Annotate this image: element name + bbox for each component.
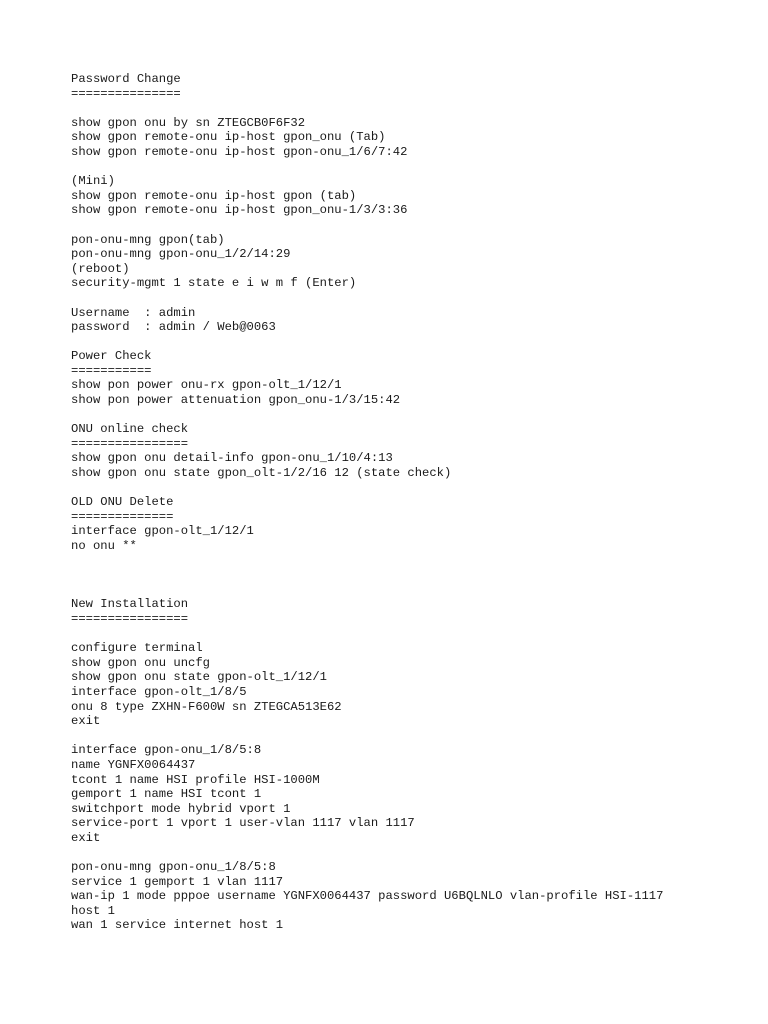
- text-line: (Mini): [71, 174, 115, 189]
- text-line: show gpon onu uncfg: [71, 655, 210, 670]
- blank-line: [71, 101, 751, 116]
- text-line: pon-onu-mng gpon-onu_1/8/5:8: [71, 860, 276, 875]
- text-line: Username : admin: [71, 305, 196, 320]
- text-line: interface gpon-olt_1/8/5: [71, 684, 247, 699]
- text-line: interface gpon-olt_1/12/1: [71, 524, 254, 539]
- text-line: service 1 gemport 1 vlan 1117: [71, 874, 284, 889]
- text-line: ONU online check: [71, 422, 189, 437]
- blank-line: [71, 481, 751, 496]
- text-line: wan-ip 1 mode pppoe username YGNFX0064437 password U6BQLNLO vlan-profile HSI-1117: [71, 889, 664, 904]
- text-line: exit: [71, 714, 101, 729]
- text-line: pon-onu-mng gpon(tab): [71, 232, 225, 247]
- text-line: host 1: [71, 903, 115, 918]
- text-line: onu 8 type ZXHN-F600W sn ZTEGCA513E62: [71, 699, 342, 714]
- blank-line: [71, 845, 751, 860]
- text-line: ===========: [71, 363, 152, 378]
- text-line: OLD ONU Delete: [71, 495, 174, 510]
- blank-line: [71, 291, 751, 306]
- text-line: configure terminal: [71, 641, 203, 656]
- text-line: ================: [71, 436, 189, 451]
- text-line: no onu **: [71, 539, 137, 553]
- text-line: (reboot): [71, 261, 130, 276]
- blank-line: [71, 335, 751, 350]
- blank-line: [71, 408, 751, 423]
- text-line: New Installation: [71, 597, 189, 612]
- text-line: pon-onu-mng gpon-onu_1/2/14:29: [71, 247, 291, 262]
- text-line: ================: [71, 611, 189, 626]
- document-page: [71, 72, 751, 933]
- text-line: switchport mode hybrid vport 1: [71, 801, 291, 816]
- text-line: interface gpon-onu_1/8/5:8: [71, 743, 262, 758]
- text-line: gemport 1 name HSI tcont 1: [71, 787, 262, 802]
- blank-line: [71, 554, 751, 569]
- text-line: service-port 1 vport 1 user-vlan 1117 vlan 1117: [71, 816, 415, 831]
- blank-line: [71, 160, 751, 175]
- text-line: show gpon remote-onu ip-host gpon_onu-1/3/3:36: [71, 203, 408, 218]
- blank-line: [71, 627, 751, 642]
- text-line: tcont 1 name HSI profile HSI-1000M: [71, 772, 320, 787]
- text-line: show gpon remote-onu ip-host gpon_onu (Tab): [71, 130, 386, 145]
- text-line: Power Check: [71, 349, 152, 364]
- text-line: security-mgmt 1 state e i w m f (Enter): [71, 276, 357, 291]
- text-line: exit: [71, 830, 101, 845]
- text-line: ===============: [71, 86, 181, 101]
- text-line: ==============: [71, 509, 174, 524]
- text-line: name YGNFX0064437: [71, 757, 196, 772]
- text-line: show pon power attenuation gpon_onu-1/3/15:42: [71, 393, 401, 408]
- text-line: wan 1 service internet host 1: [71, 918, 284, 933]
- text-line: password : admin / Web@0063: [71, 320, 276, 335]
- text-line: show pon power onu-rx gpon-olt_1/12/1: [71, 378, 342, 393]
- blank-line: [71, 568, 751, 583]
- text-line: Password Change: [71, 72, 181, 86]
- text-line: show gpon remote-onu ip-host gpon-onu_1/6/7:42: [71, 144, 408, 159]
- text-line: show gpon onu state gpon_olt-1/2/16 12 (state check): [71, 466, 452, 481]
- blank-line: [71, 583, 751, 598]
- text-line: show gpon onu state gpon-olt_1/12/1: [71, 670, 327, 685]
- text-line: show gpon onu by sn ZTEGCB0F6F32: [71, 115, 306, 130]
- blank-line: [71, 729, 751, 744]
- text-line: show gpon remote-onu ip-host gpon (tab): [71, 188, 357, 203]
- blank-line: [71, 218, 751, 233]
- text-line: show gpon onu detail-info gpon-onu_1/10/4:13: [71, 451, 393, 466]
